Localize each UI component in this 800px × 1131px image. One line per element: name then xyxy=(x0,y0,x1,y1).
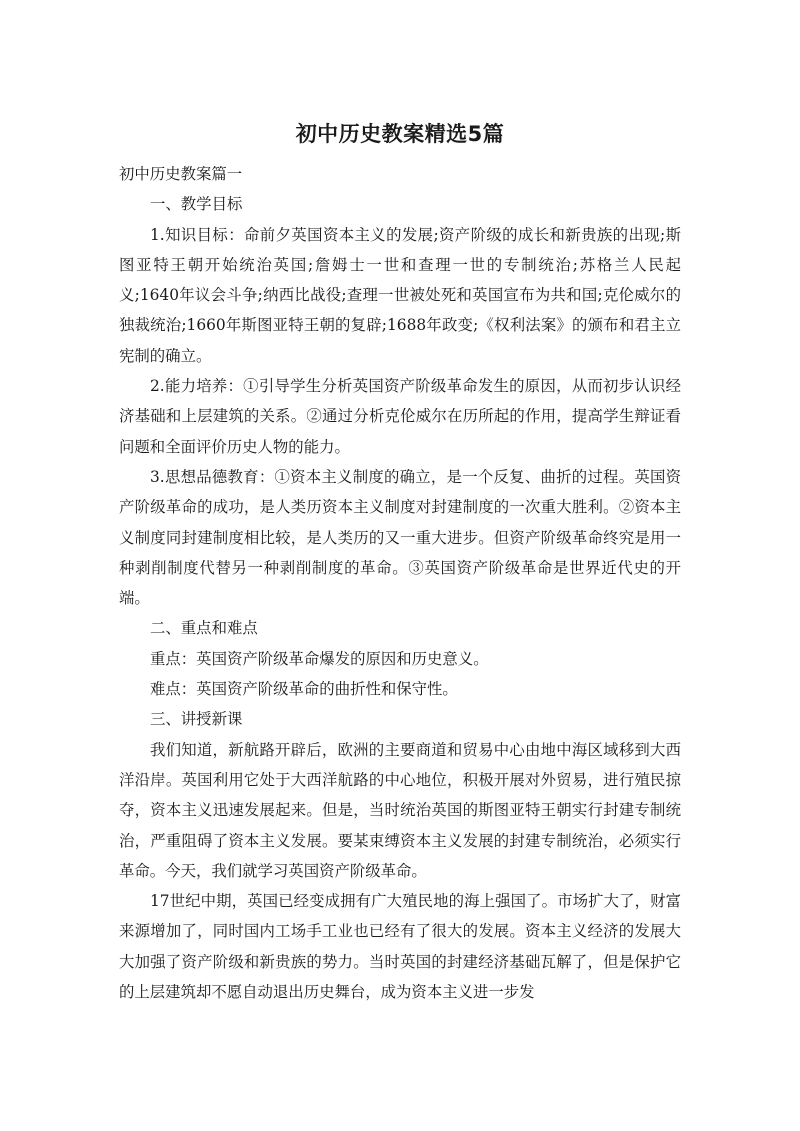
document-title: 初中历史教案精选5篇 xyxy=(295,122,505,146)
paragraph-ability-training: 2.能力培养：①引导学生分析英国资产阶级革命发生的原因，从而初步认识经济基础和上层建筑的关系。②通过分析克伦威尔在历所起的作用，提高学生辩证看问题和全面评价历史人物的能力。 xyxy=(119,377,681,456)
document-body xyxy=(119,159,681,1007)
paragraph-key-point: 重点：英国资产阶级革命爆发的原因和历史意义。 xyxy=(150,649,489,668)
heading-teaching-goals: 一、教学目标 xyxy=(150,195,243,214)
paragraph-difficult-point: 难点：英国资产阶级革命的曲折性和保守性。 xyxy=(150,680,458,699)
paragraph-17th-century: 17世纪中期，英国已经变成拥有广大殖民地的海上强国了。市场扩大了，财富来源增加了，同时国内工场手工业也已经有了很大的发展。资本主义经济的发展大大加强了资产阶级和新贵族的势力。当时英国的封建经济基础瓦解了，但是保护它的上层建筑却不愿自动退出历史舞台，成为资本主义进一步发 xyxy=(119,892,681,1002)
heading-new-lesson: 三、讲授新课 xyxy=(150,710,243,729)
paragraph-knowledge-goals: 1.知识目标：命前夕英国资本主义的发展;资产阶级的成长和新贵族的出现;斯图亚特王朝开始统治英国;詹姆士一世和查理一世的专制统治;苏格兰人民起义;1640年议会斗争;纳西比战役;查理一世被处死和英国宣布为共和国;克伦威尔的独裁统治;1660年斯图亚特王朝的复辟;1688年政变;《权利法案》的颁布和君主立宪制的确立。 xyxy=(119,225,681,365)
section-heading-part-one: 初中历史教案篇一 xyxy=(119,165,243,183)
paragraph-moral-education: 3.思想品德教育：①资本主义制度的确立，是一个反复、曲折的过程。英国资产阶级革命的成功，是人类历资本主义制度对封建制度的一次重大胜利。②资本主义制度同封建制度相比较，是人类历的又一重大进步。但资产阶级革命终究是用一种剥削制度代替另一种剥削制度的革命。③英国资产阶级革命是世界近代史的开端。 xyxy=(119,467,681,608)
paragraph-introduction: 我们知道，新航路开辟后，欧洲的主要商道和贸易中心由地中海区域移到大西洋沿岸。英国利用它处于大西洋航路的中心地位，积极开展对外贸易，进行殖民掠夺，资本主义迅速发展起来。但是，当时统治英国的斯图亚特王朝实行封建专制统治，严重阻碍了资本主义发展。要某束缚资本主义发展的封建专制统治，必须实行革命。今天，我们就学习英国资产阶级革命。 xyxy=(119,740,681,880)
heading-key-points: 二、重点和难点 xyxy=(150,619,258,638)
